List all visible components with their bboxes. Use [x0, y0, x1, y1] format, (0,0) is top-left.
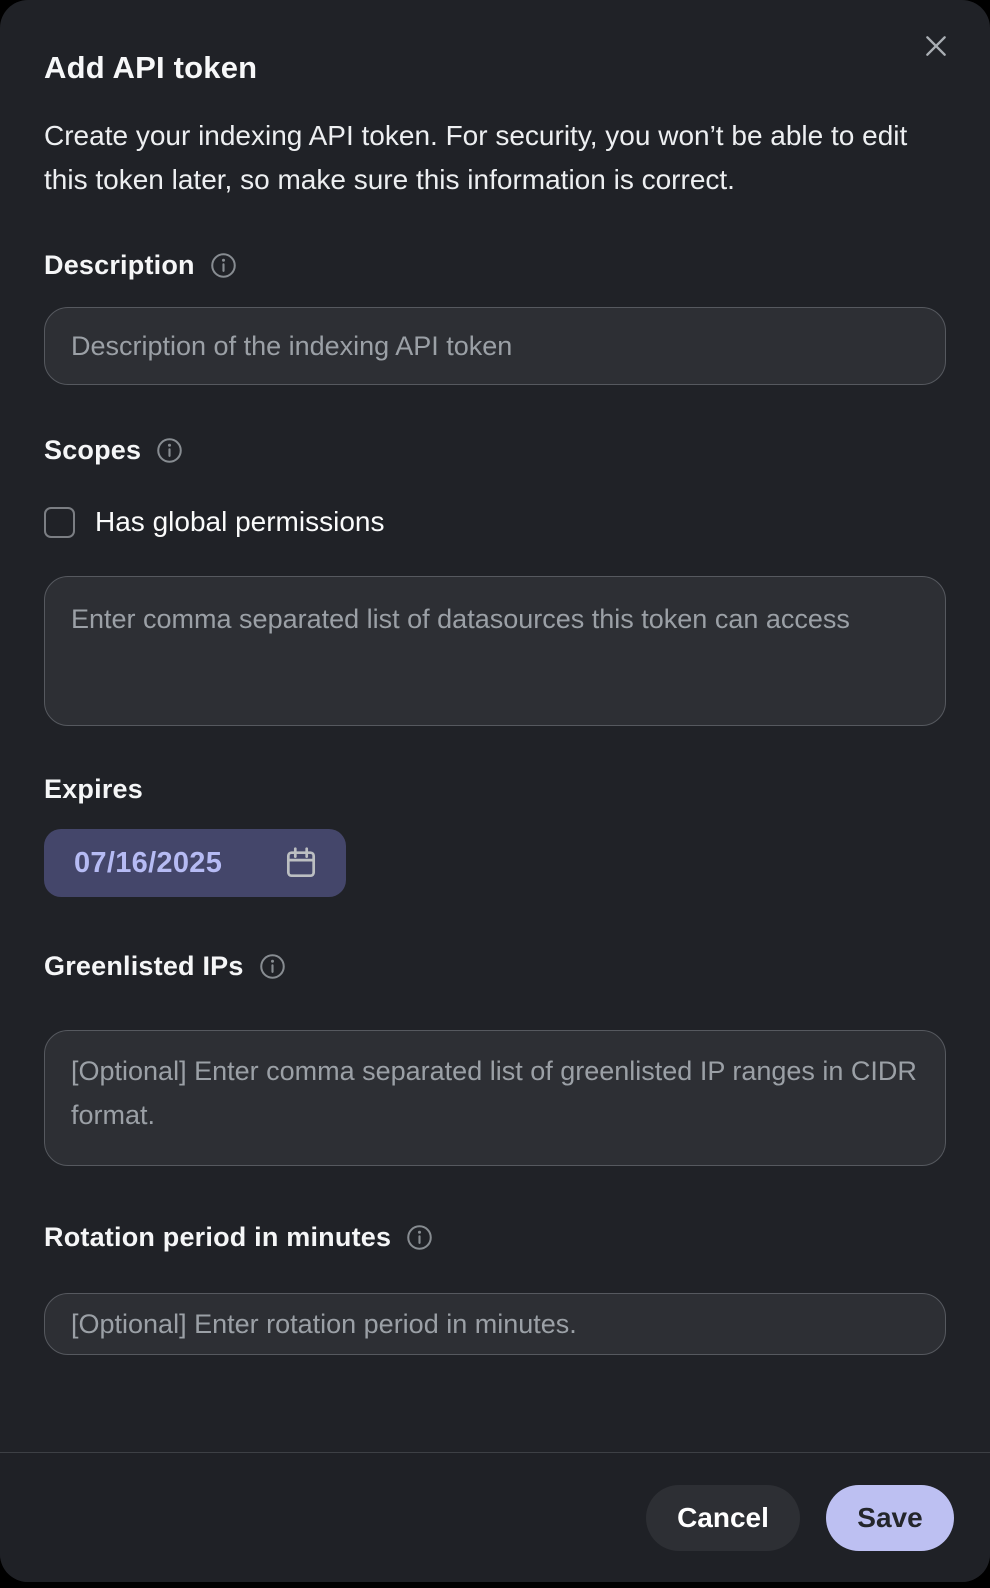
- expires-date-value: 07/16/2025: [74, 846, 223, 879]
- dialog-footer: [0, 1452, 990, 1582]
- greenlisted-ips-label-row: [44, 951, 946, 982]
- info-icon[interactable]: [259, 953, 286, 980]
- dialog-subtitle: Create your indexing API token. For security, you won’t be able to edit this token later, so make sure this information is correct.: [44, 120, 908, 195]
- expires-date-picker[interactable]: [44, 829, 346, 897]
- description-input[interactable]: [44, 307, 946, 385]
- rotation-period-input[interactable]: [44, 1293, 946, 1355]
- rotation-period-label-row: [44, 1222, 946, 1253]
- global-permissions-checkbox-row[interactable]: [44, 506, 384, 538]
- dialog-title: Add API token: [44, 50, 258, 85]
- description-label: Description: [44, 250, 195, 280]
- scopes-datasources-textarea[interactable]: [44, 576, 946, 726]
- info-icon[interactable]: [156, 437, 183, 464]
- info-icon[interactable]: [210, 252, 237, 279]
- description-label-row: [44, 250, 946, 281]
- checkbox-unchecked-icon[interactable]: [44, 507, 75, 538]
- close-button[interactable]: [916, 26, 956, 66]
- greenlisted-ips-textarea[interactable]: [44, 1030, 946, 1166]
- expires-label: Expires: [44, 774, 143, 804]
- scopes-label-row: [44, 435, 946, 466]
- rotation-period-label: Rotation period in minutes: [44, 1222, 392, 1252]
- expires-label-row: [44, 774, 946, 805]
- scopes-label: Scopes: [44, 435, 142, 465]
- cancel-button[interactable]: Cancel: [646, 1485, 800, 1551]
- global-permissions-label: Has global permissions: [95, 506, 385, 537]
- greenlisted-ips-label: Greenlisted IPs: [44, 951, 244, 981]
- save-button[interactable]: Save: [826, 1485, 954, 1551]
- close-icon: [923, 33, 949, 59]
- calendar-icon: [282, 844, 320, 882]
- info-icon[interactable]: [406, 1224, 433, 1251]
